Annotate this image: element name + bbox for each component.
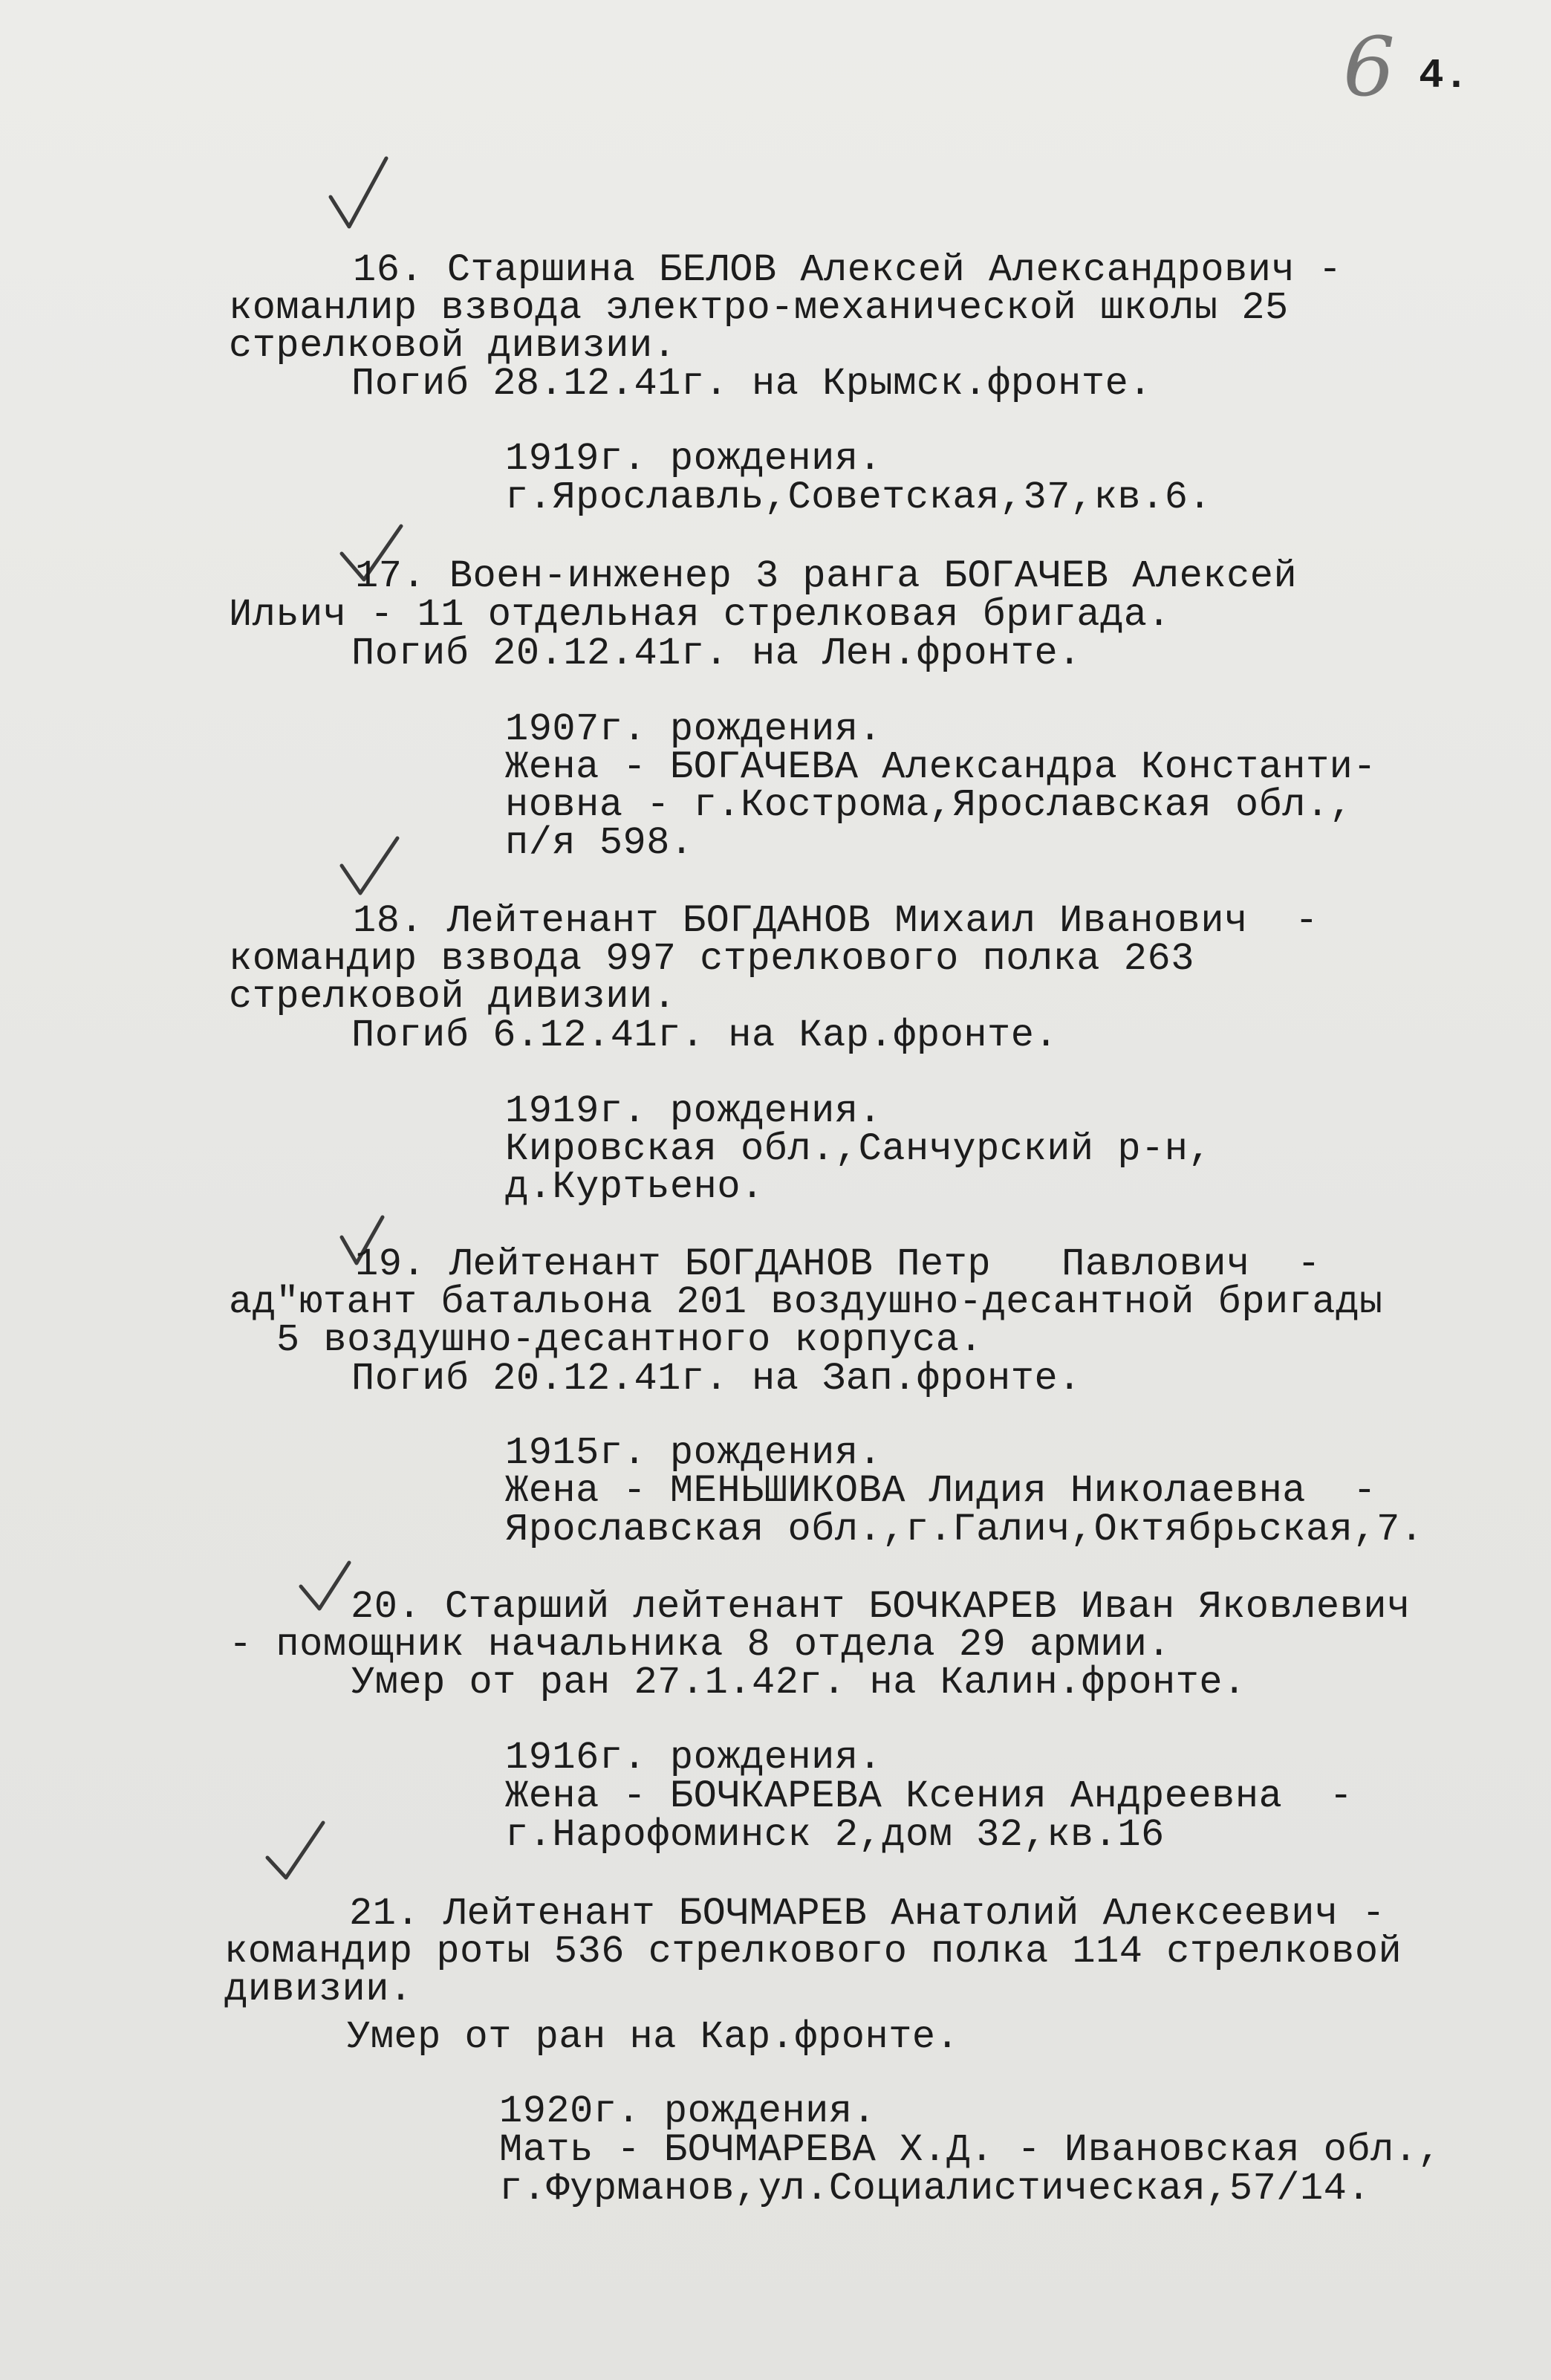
entry-21-line-1: 21. Лейтенант БОЧМАРЕВ Анатолий Алексеевич -	[349, 1892, 1386, 1936]
entry-19-line-7: Ярославская обл.,г.Галич,Октябрьская,7.	[505, 1508, 1424, 1551]
typed-page-number: 4.	[1419, 52, 1469, 100]
entry-18-line-2: командир взвода 997 стрелкового полка 263	[229, 937, 1194, 981]
entry-19-line-5: 1915г. рождения.	[505, 1431, 882, 1475]
checkmark-16	[327, 152, 394, 234]
checkmark-21	[264, 1817, 331, 1884]
entry-21-line-2: командир роты 536 стрелкового полка 114 стрелковой	[224, 1930, 1402, 1974]
entry-19-line-2: ад"ютант батальона 201 воздушно-десантной бригады	[229, 1280, 1383, 1324]
entry-21-line-5: 1920г. рождения.	[499, 2089, 877, 2133]
entry-16-line-2: команлир взвода электро-механической школы 25	[229, 286, 1289, 330]
entry-21-line-4: Умер от ран на Кар.фронте.	[347, 2015, 960, 2059]
entry-16-line-1: 16. Старшина БЕЛОВ Алексей Александрович -	[353, 248, 1342, 292]
entry-18-line-3: стрелковой дивизии.	[229, 975, 677, 1019]
entry-18-line-4: Погиб 6.12.41г. на Кар.фронте.	[351, 1014, 1059, 1057]
entry-17-line-1: 17. Воен-инженер 3 ранга БОГАЧЕВ Алексей	[355, 554, 1298, 598]
entry-20-line-4: 1916г. рождения.	[505, 1736, 882, 1780]
entry-16-line-3: стрелковой дивизии.	[229, 324, 677, 368]
entry-20-line-2: - помощник начальника 8 отдела 29 армии.	[229, 1623, 1171, 1667]
entry-20-line-5: Жена - БОЧКАРЕВА Ксения Андреевна -	[505, 1774, 1353, 1818]
entry-16-line-6: г.Ярославль,Советская,37,кв.6.	[505, 476, 1212, 519]
handwritten-page-number: 6	[1343, 19, 1395, 114]
entry-21-line-7: г.Фурманов,ул.Социалистическая,57/14.	[499, 2167, 1371, 2211]
entry-20-line-6: г.Нарофоминск 2,дом 32,кв.16	[505, 1813, 1165, 1857]
entry-21-line-3: дивизии.	[224, 1968, 413, 2011]
entry-18-line-7: д.Куртьено.	[505, 1165, 764, 1209]
entry-17-line-4: 1907г. рождения.	[505, 707, 882, 751]
entry-17-line-2: Ильич - 11 отдельная стрелковая бригада.	[229, 593, 1171, 637]
checkmark-20	[297, 1557, 357, 1616]
entry-18-line-5: 1919г. рождения.	[505, 1089, 882, 1133]
entry-17-line-3: Погиб 20.12.41г. на Лен.фронте.	[351, 632, 1082, 675]
checkmark-18	[338, 832, 405, 899]
entry-20-line-3: Умер от ран 27.1.42г. на Калин.фронте.	[351, 1661, 1246, 1705]
entry-18-line-6: Кировская обл.,Санчурский р-н,	[505, 1127, 1212, 1171]
entry-18-line-1: 18. Лейтенант БОГДАНОВ Михаил Иванович -	[353, 899, 1318, 943]
entry-19-line-6: Жена - МЕНЬШИКОВА Лидия Николаевна -	[505, 1469, 1377, 1513]
entry-16-line-4: Погиб 28.12.41г. на Крымск.фронте.	[351, 362, 1152, 406]
entry-16-line-5: 1919г. рождения.	[505, 437, 882, 481]
entry-17-line-5: Жена - БОГАЧЕВА Александра Константи-	[505, 745, 1377, 789]
entry-17-line-7: п/я 598.	[505, 821, 694, 865]
entry-20-line-1: 20. Старший лейтенант БОЧКАРЕВ Иван Яковлевич	[351, 1585, 1411, 1629]
entry-17-line-6: новна - г.Кострома,Ярославская обл.,	[505, 783, 1353, 827]
entry-19-line-1: 19. Лейтенант БОГДАНОВ Петр Павлович -	[355, 1242, 1321, 1286]
entry-21-line-6: Мать - БОЧМАРЕВА Х.Д. - Ивановская обл.,	[499, 2128, 1442, 2172]
entry-19-line-3: 5 воздушно-десантного корпуса.	[276, 1318, 983, 1362]
entry-19-line-4: Погиб 20.12.41г. на Зап.фронте.	[351, 1357, 1082, 1401]
